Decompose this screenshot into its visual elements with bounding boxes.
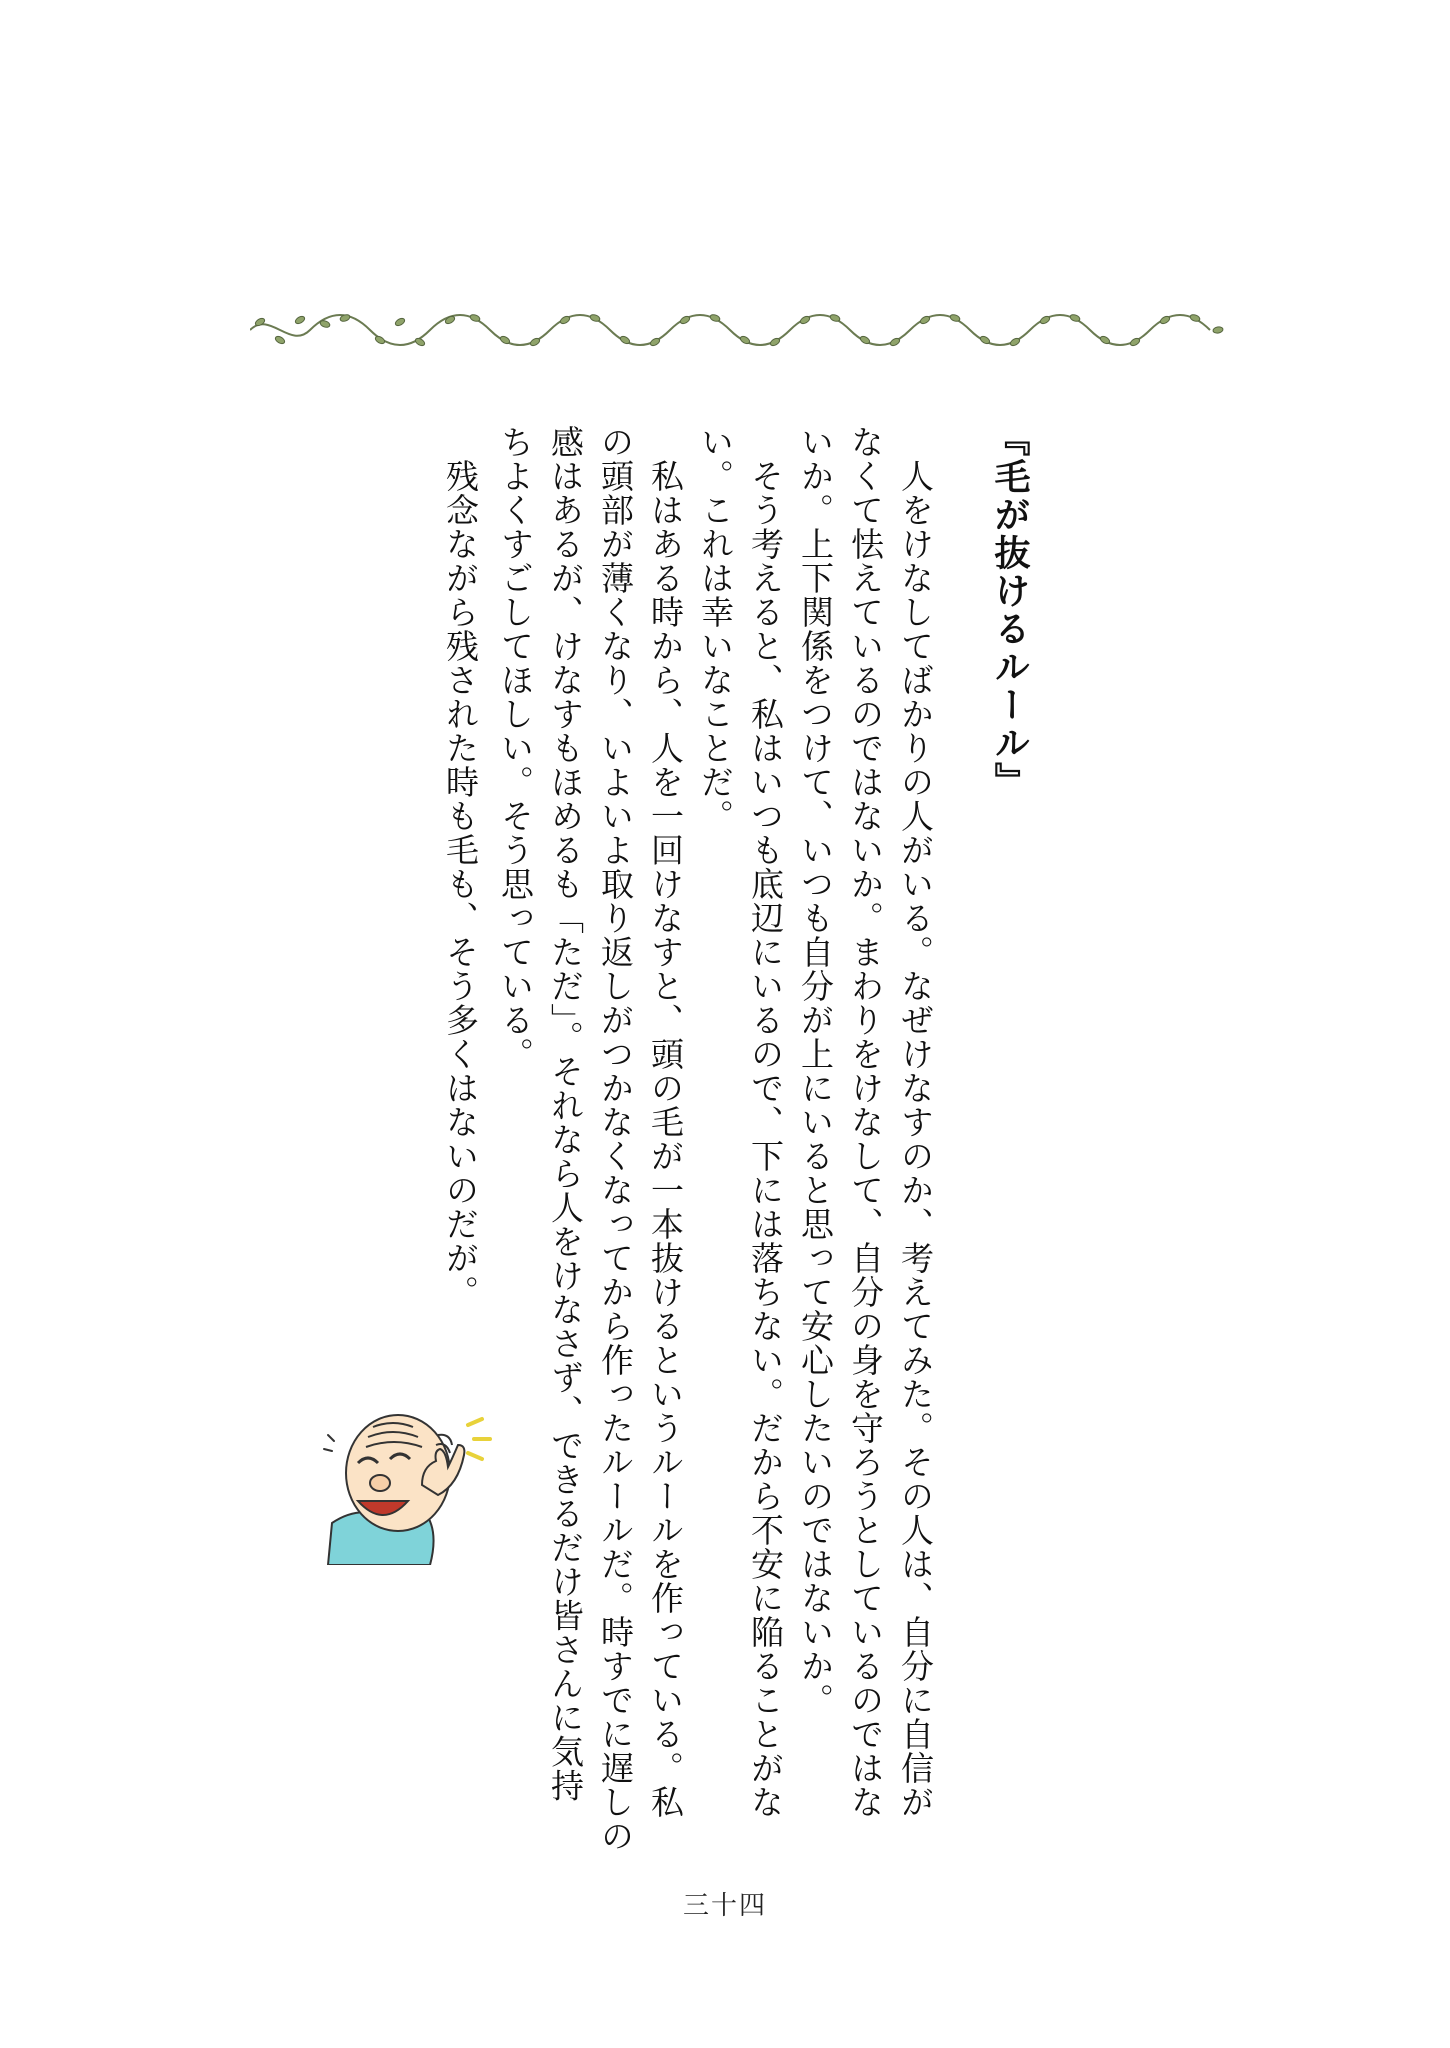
body-text-column: そう考えると、私はいつも底辺にいるので、下には落ちない。だから不安に陥ることがな bbox=[746, 425, 785, 1819]
body-text-column: いか。上下関係をつけて、いつも自分が上にいると思って安心したいのではないか。 bbox=[796, 425, 835, 1717]
article-title: 『毛が抜けるルール』 bbox=[989, 420, 1030, 800]
laughing-old-man-illustration-icon bbox=[318, 1405, 498, 1565]
body-text-column: ちよくすごしてほしい。そう思っている。 bbox=[496, 425, 535, 1071]
page-number: 三十四 bbox=[682, 1891, 767, 1921]
body-text-column: 私はある時から、人を一回けなすと、頭の毛が一本抜けるというルールを作っている。私 bbox=[646, 425, 685, 1819]
vine-ornament-icon bbox=[250, 300, 1230, 360]
body-text-column: 残念ながら残された時も毛も、そう多くはないのだが。 bbox=[441, 425, 480, 1309]
body-text-column: い。これは幸いなことだ。 bbox=[696, 425, 735, 833]
body-text-column: 感はあるが、けなすもほめるも「ただ」。それなら人をけなさず、できるだけ皆さんに気持 bbox=[546, 425, 585, 1803]
body-text-column: 人をけなしてばかりの人がいる。なぜけなすのか、考えてみた。その人は、自分に自信が bbox=[896, 425, 935, 1819]
body-text-column: なくて怯えているのではないか。まわりをけなして、自分の身を守ろうとしているのではな bbox=[846, 425, 885, 1819]
body-text-column: の頭部が薄くなり、いよいよ取り返しがつかなくなってから作ったルールだ。時すでに遅しの bbox=[596, 425, 635, 1853]
